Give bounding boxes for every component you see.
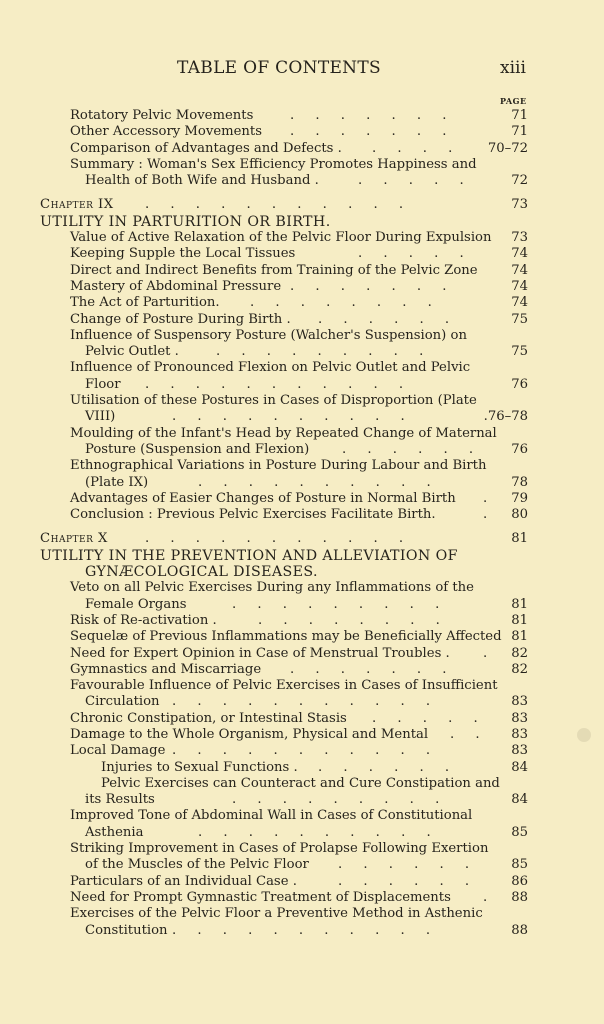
toc-entry [0, 678, 604, 694]
toc-entry [0, 344, 604, 360]
toc-entry-text: Moulding of the Infant's Head by Repeated Change of Maternal [70, 425, 497, 441]
leader-dots: . . . . . . . . . . . [172, 922, 439, 938]
toc-entry [0, 597, 604, 613]
page-number: xiii [500, 58, 526, 78]
toc-entry-page: 88 [511, 889, 528, 905]
leader-dots: . . . . . . . . . . . [145, 197, 412, 213]
leader-dots: . . . . . . . . . . . [172, 743, 439, 759]
toc-entry-page: 73 [511, 197, 528, 213]
toc-entry-text: Mastery of Abdominal Pressure [70, 278, 282, 294]
toc-entry-text: Gymnastics and Miscarriage [70, 661, 262, 677]
leader-dots: . . . . . . . [290, 108, 455, 123]
toc-entry-page: 75 [511, 311, 528, 327]
toc-entry-text: Advantages of Easier Changes of Posture in Normal Birth [70, 490, 456, 506]
toc-entry-page: 75 [511, 344, 528, 360]
toc-entry [0, 279, 604, 295]
toc-entry [0, 792, 604, 808]
toc-entry-text: Rotatory Pelvic Movements [70, 108, 254, 123]
toc-entry-text: Influence of Suspensory Posture (Walcher's Suspension) on [70, 327, 467, 343]
toc-entry-text: Need for Expert Opinion in Case of Menstrual Troubles . [70, 645, 450, 661]
toc-entry-page: 70–72 [487, 140, 528, 156]
chapter-title-text: UTILITY IN THE PREVENTION AND ALLEVIATION OF [40, 547, 458, 564]
toc-entry-text: Floor [85, 376, 121, 392]
toc-entry-text: Conclusion : Previous Pelvic Exercises Facilitate Birth. [70, 507, 436, 523]
leader-dots: . . . . . [372, 710, 487, 726]
toc-entry-page: 78 [511, 474, 528, 490]
toc-entry-text: Constitution [85, 922, 168, 938]
leader-dots: . . . . . . . [290, 124, 455, 140]
toc-entry-page: 81 [511, 612, 528, 628]
toc-entry-text: Asthenia [85, 824, 144, 840]
toc-entry-page: 74 [511, 262, 528, 278]
toc-entry [0, 841, 604, 857]
toc-entry-text: Value of Active Relaxation of the Pelvic Floor During Expulsion [70, 230, 492, 246]
toc-entry-text: Female Organs [85, 596, 187, 612]
toc-entry-page: 74 [511, 295, 528, 311]
paper-blemish [577, 728, 591, 742]
toc-entry-page: 76 [511, 441, 528, 457]
toc-entry [0, 377, 604, 393]
toc-entry-page: 81 [511, 531, 528, 547]
toc-entry-text: Damage to the Whole Organism, Physical and Mental [70, 726, 429, 742]
toc-entry-page: 86 [511, 873, 528, 889]
leader-dots: . . . . . . [318, 311, 458, 327]
toc-entry [0, 580, 604, 596]
chapter-title-text: UTILITY IN PARTURITION OR BIRTH. [40, 213, 331, 230]
toc-entry-text: Need for Prompt Gymnastic Treatment of Displacements [70, 889, 451, 905]
toc-entry-page: 74 [511, 278, 528, 294]
toc-entry-text: Utilisation of these Postures in Cases of Disproportion (Plate [70, 393, 477, 409]
toc-entry [0, 475, 604, 491]
toc-entry [0, 711, 604, 727]
toc-entry [0, 295, 604, 311]
toc-entry [0, 246, 604, 262]
toc-entry [0, 890, 604, 906]
leader-dots: . . . . . . . . . . . [145, 531, 412, 547]
toc-entry-page: 76 [511, 376, 528, 392]
leader-dots: . . . . . . . . . [232, 596, 448, 612]
toc-list [0, 108, 604, 939]
toc-entry-text: Veto on all Pelvic Exercises During any Inflammations of the [70, 580, 474, 596]
toc-entry-text: Local Damage [70, 743, 166, 759]
toc-entry-page: 79 [511, 490, 528, 506]
toc-entry-text: of the Muscles of the Pelvic Floor [85, 857, 309, 873]
toc-entry-text: Improved Tone of Abdominal Wall in Cases of Constitutional [70, 808, 473, 824]
toc-entry [0, 312, 604, 328]
leader-dots: . . . . . [358, 173, 473, 189]
leader-dots: . . . . . . . . . [232, 792, 448, 808]
leader-dots: . . . . . . . . . . . [172, 694, 439, 710]
leader-dots: . . . . . . . . [250, 295, 441, 311]
toc-entry-text: (Plate IX) [85, 474, 149, 490]
toc-entry-text: Influence of Pronounced Flexion on Pelvic Outlet and Pelvic [70, 360, 471, 376]
toc-entry [0, 743, 604, 759]
toc-entry [0, 874, 604, 890]
toc-entry-text: VIII) [85, 409, 116, 425]
toc-entry-text: Keeping Supple the Local Tissues [70, 246, 296, 262]
toc-entry [0, 491, 604, 507]
toc-entry [0, 760, 604, 776]
chapter-title [0, 564, 604, 580]
leader-dots: . . . . . . [342, 441, 482, 457]
toc-entry-text: Summary : Woman's Sex Efficiency Promotes Happiness and [70, 156, 477, 172]
toc-entry-text: its Results [85, 792, 155, 808]
page-title: TABLE OF CONTENTS [177, 58, 381, 78]
toc-entry [0, 507, 604, 523]
leader-dots: . [483, 507, 496, 523]
toc-entry [0, 906, 604, 922]
toc-entry-page: 84 [511, 792, 528, 808]
toc-entry-page: 83 [511, 743, 528, 759]
leader-dots: . . . . . . [338, 873, 478, 889]
leader-dots: . [483, 490, 496, 506]
toc-entry [0, 328, 604, 344]
leader-dots: . [483, 889, 496, 905]
toc-entry [0, 662, 604, 678]
toc-entry-text: Pelvic Exercises can Counteract and Cure Constipation and [101, 775, 500, 791]
toc-entry [0, 776, 604, 792]
leader-dots: . . . . . . . [290, 278, 455, 294]
toc-entry-page: 83 [511, 694, 528, 710]
toc-entry-text: Change of Posture During Birth . [70, 311, 291, 327]
toc-entry [0, 694, 604, 710]
toc-entry-page: 88 [511, 922, 528, 938]
toc-entry-text: The Act of Parturition. [70, 295, 220, 311]
toc-entry [0, 629, 604, 645]
leader-dots: . . . . . . . . . . [172, 409, 414, 425]
toc-entry-page: 72 [511, 173, 528, 189]
toc-entry [0, 808, 604, 824]
leader-dots: . . . . . . . . [258, 612, 449, 628]
leader-dots: . . . . . . . . . . . [145, 376, 412, 392]
toc-entry-text: Sequelæ of Previous Inflammations may be Beneficially Affected [70, 629, 502, 645]
toc-entry-text: Injuries to Sexual Functions . [101, 759, 298, 775]
toc-entry [0, 923, 604, 939]
toc-entry-text: Particulars of an Individual Case . [70, 873, 297, 889]
leader-dots: . . . . . . . . . . [198, 824, 440, 840]
toc-entry [0, 141, 604, 157]
toc-entry [0, 360, 604, 376]
toc-entry-text: Risk of Re-activation . [70, 612, 217, 628]
toc-entry [0, 409, 604, 425]
toc-entry-text: Ethnographical Variations in Posture During Labour and Birth [70, 458, 487, 474]
toc-entry [0, 173, 604, 189]
toc-entry [0, 646, 604, 662]
leader-dots: . . . . . . . [290, 661, 455, 677]
chapter-label: Chapter IX [40, 197, 114, 213]
toc-entry-text: Direct and Indirect Benefits from Training of the Pelvic Zone [70, 262, 478, 278]
toc-entry-page: 71 [511, 108, 528, 123]
toc-entry-page: 74 [511, 246, 528, 262]
toc-entry [0, 613, 604, 629]
toc-entry [0, 108, 604, 124]
toc-entry [0, 442, 604, 458]
leader-dots: . . [450, 726, 489, 742]
toc-entry-page: 82 [511, 661, 528, 677]
toc-entry-text: Pelvic Outlet . [85, 344, 179, 360]
toc-entry-text: Favourable Influence of Pelvic Exercises in Cases of Insufficient [70, 678, 498, 694]
toc-entry-page: 84 [511, 759, 528, 775]
toc-entry [0, 393, 604, 409]
toc-entry-page: 85 [511, 857, 528, 873]
toc-entry [0, 263, 604, 279]
toc-entry-page: 80 [511, 507, 528, 523]
chapter-title-text: GYNÆCOLOGICAL DISEASES. [85, 564, 318, 581]
toc-entry-text: Striking Improvement in Cases of Prolapse Following Exertion [70, 841, 489, 857]
toc-entry-page: 81 [511, 596, 528, 612]
toc-entry [0, 727, 604, 743]
toc-entry-text: Chronic Constipation, or Intestinal Stasis [70, 710, 347, 726]
leader-dots: . . . . . [358, 246, 473, 262]
toc-entry-text: Comparison of Advantages and Defects . [70, 140, 342, 156]
page-column-label: PAGE [500, 96, 527, 106]
toc-entry [0, 857, 604, 873]
toc-entry [0, 124, 604, 140]
chapter-heading [0, 197, 604, 213]
chapter-label: Chapter X [40, 531, 108, 547]
toc-entry-text: Other Accessory Movements [70, 124, 262, 140]
toc-entry-page: 85 [511, 824, 528, 840]
toc-entry-text: Exercises of the Pelvic Floor a Preventive Method in Asthenic [70, 906, 483, 922]
leader-dots: . . . . . . [338, 857, 478, 873]
toc-entry [0, 230, 604, 246]
chapter-heading [0, 531, 604, 547]
leader-dots: . . . . [372, 140, 461, 156]
leader-dots: . . . . . . . . . . [198, 474, 440, 490]
chapter-title [0, 214, 604, 230]
toc-entry-text: Posture (Suspension and Flexion) [85, 441, 310, 457]
toc-entry-page: 81 [511, 629, 528, 645]
leader-dots: . . . . . . [318, 759, 458, 775]
toc-entry-page: 71 [511, 124, 528, 140]
leader-dots: . . . . . . . . . [216, 344, 432, 360]
toc-entry-page: 83 [511, 710, 528, 726]
toc-entry-page: 73 [511, 230, 528, 246]
chapter-title [0, 548, 604, 564]
toc-entry [0, 426, 604, 442]
toc-entry [0, 157, 604, 173]
toc-entry-page: 83 [511, 726, 528, 742]
toc-entry-page: 82 [511, 645, 528, 661]
toc-entry-text: Circulation [85, 694, 160, 710]
running-header [0, 58, 604, 82]
toc-entry [0, 458, 604, 474]
leader-dots: . [483, 645, 496, 661]
toc-entry-text: Health of Both Wife and Husband . [85, 173, 319, 189]
toc-entry-page: .76–78 [483, 409, 528, 425]
toc-entry [0, 825, 604, 841]
